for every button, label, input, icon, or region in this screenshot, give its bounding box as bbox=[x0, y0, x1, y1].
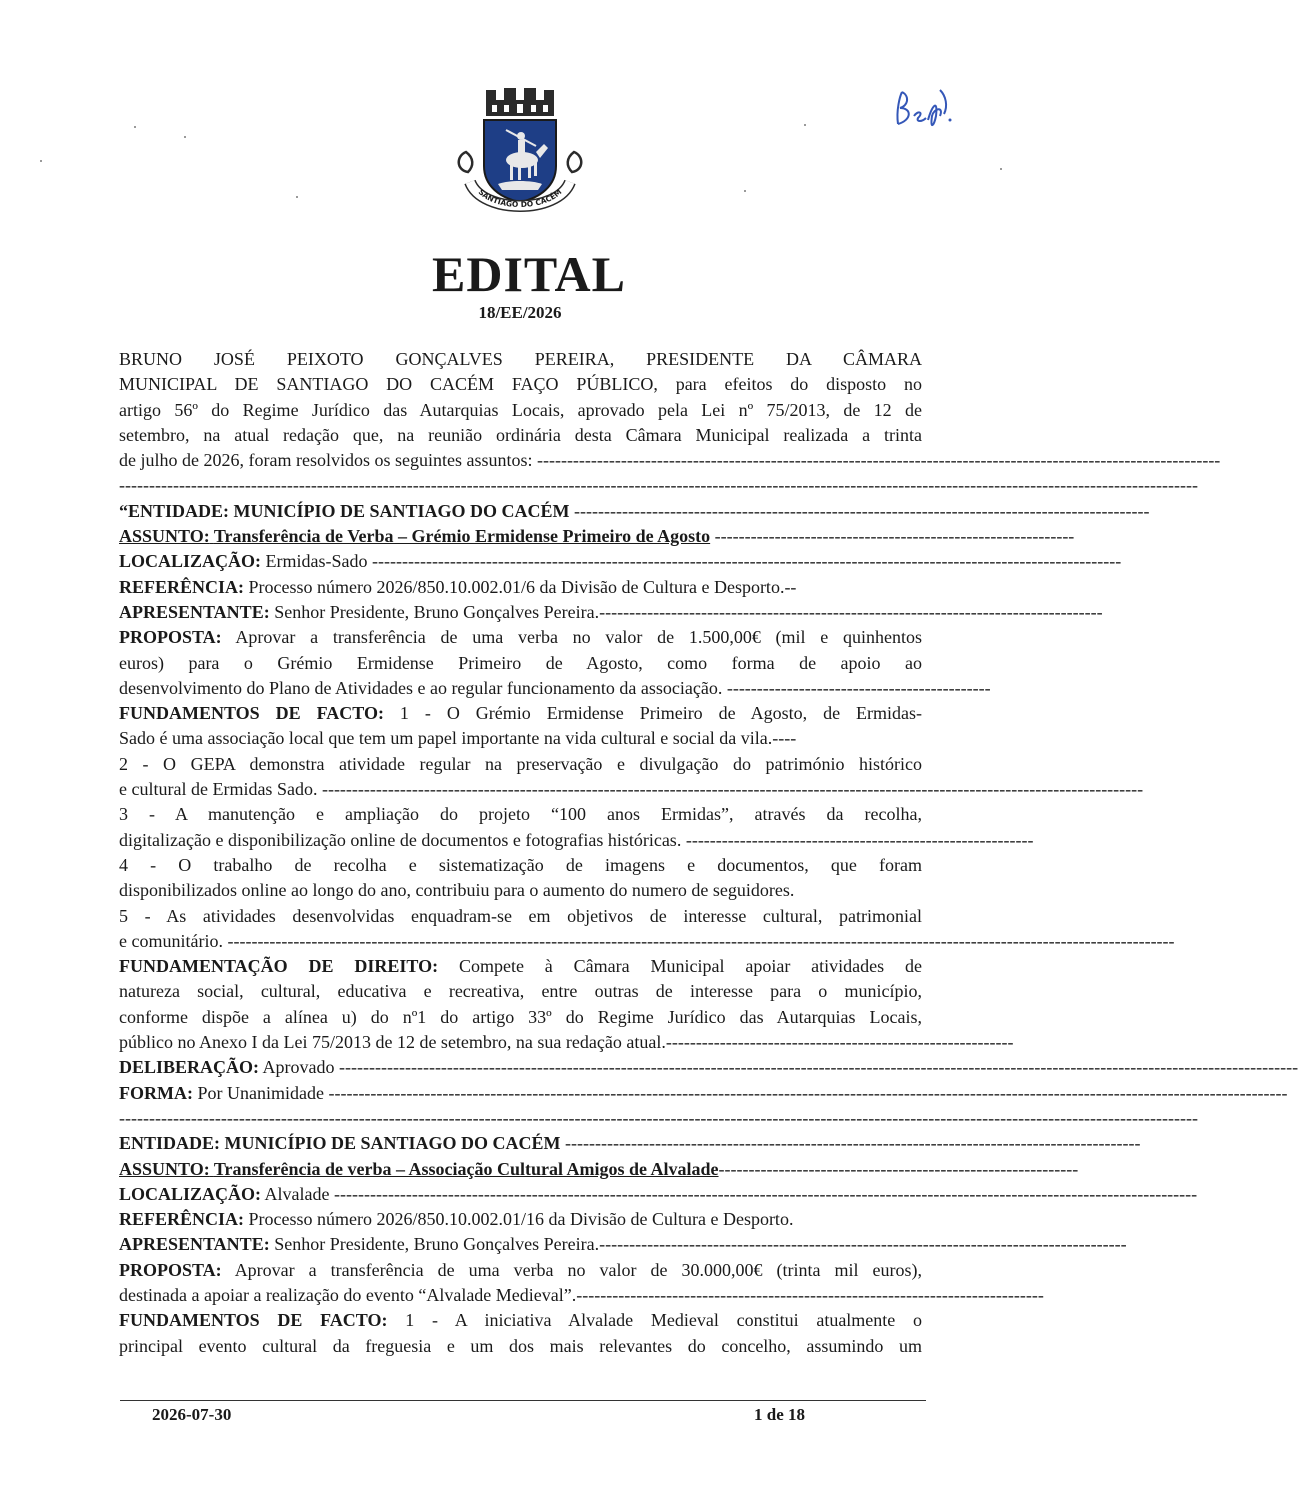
dash-separator: ------------------------------------------------------------------------------------------------------------------------------------------------------------------------------------ bbox=[119, 1107, 1198, 1128]
direito-line: conforme dispõe a alínea u) do nº1 do artigo 33º do Regime Jurídico das Autarquias Locais, bbox=[119, 1006, 922, 1027]
scan-speck bbox=[804, 124, 806, 126]
scan-speck bbox=[40, 160, 42, 162]
fundamentos-line: principal evento cultural da freguesia e um dos mais relevantes do concelho, assumindo um bbox=[119, 1335, 922, 1356]
scan-speck bbox=[184, 136, 186, 138]
intro-line: BRUNO JOSÉ PEIXOTO GONÇALVES PEREIRA, PRESIDENTE DA CÂMARA bbox=[119, 349, 922, 369]
fundamentos-line: FUNDAMENTOS DE FACTO: 1 - O Grémio Ermidense Primeiro de Agosto, de Ermidas- bbox=[119, 703, 923, 724]
fundamentos-line: 5 - As atividades desenvolvidas enquadram-se em objetivos de interesse cultural, patrimonial bbox=[119, 905, 922, 926]
proposta-line: desenvolvimento do Plano de Atividades e ao regular funcionamento da associação. -------------------------------------------- bbox=[119, 677, 991, 698]
intro-line: setembro, na atual redação que, na reunião ordinária desta Câmara Municipal realizada a trinta bbox=[119, 424, 922, 445]
direito-line: público no Anexo I da Lei 75/2013 de 12 de setembro, na sua redação atual.---------------------------------------------------------- bbox=[119, 1032, 1014, 1053]
fundamentos-line: e comunitário. -------------------------------------------------------------------------------------------------------------------------------------------------------------- bbox=[119, 930, 1175, 951]
handwritten-initials bbox=[888, 86, 958, 136]
document-body bbox=[119, 347, 1298, 1359]
fundamentos-line: e cultural de Ermidas Sado. ----------------------------------------------------------------------------------------------------------------------------------------- bbox=[119, 779, 1144, 800]
apresentante-line: APRESENTANTE: Senhor Presidente, Bruno Gonçalves Pereira.---------------------------------------------------------------------------------------- bbox=[119, 1234, 1127, 1255]
footer-date: 2026-07-30 bbox=[152, 1405, 232, 1424]
direito-line: FUNDAMENTAÇÃO DE DIREITO: Compete à Câmara Municipal apoiar atividades de bbox=[119, 956, 922, 977]
fundamentos-line: Sado é uma associação local que tem um papel importante na vida cultural e social da vila.---- bbox=[119, 728, 797, 749]
scan-speck bbox=[1000, 168, 1002, 170]
deliberacao-line: DELIBERAÇÃO: Aprovado ---------------------------------------------------------------------------------------------------------------------------------------------------------------- bbox=[119, 1057, 1298, 1078]
localizacao-line: LOCALIZAÇÃO: Alvalade ------------------------------------------------------------------------------------------------------------------------------------------------ bbox=[119, 1183, 1198, 1204]
referencia-line: REFERÊNCIA: Processo número 2026/850.10.002.01/16 da Divisão de Cultura e Desporto. bbox=[119, 1209, 794, 1230]
entidade-line: ENTIDADE: MUNICÍPIO DE SANTIAGO DO CACÉM ------------------------------------------------------------------------------------------------ bbox=[119, 1133, 1141, 1154]
document-number: 18/EE/2026 bbox=[478, 303, 562, 322]
intro-line: de julho de 2026, foram resolvidos os seguintes assuntos: ------------------------------------------------------------------------------------------------------------------ bbox=[119, 450, 1221, 471]
scan-speck bbox=[744, 190, 746, 192]
assunto-line: ASSUNTO: Transferência de Verba – Grémio Ermidense Primeiro de Agosto ------------------------------------------------------------ bbox=[119, 526, 1075, 547]
footer-divider bbox=[120, 1400, 926, 1401]
proposta-line: destinada a apoiar a realização do evento “Alvalade Medieval”.------------------------------------------------------------------------------ bbox=[119, 1284, 1044, 1305]
fundamentos-line: 2 - O GEPA demonstra atividade regular na preservação e divulgação do património histórico bbox=[119, 753, 922, 774]
proposta-line: PROPOSTA: Aprovar a transferência de uma verba no valor de 30.000,00€ (trinta mil euros), bbox=[119, 1259, 922, 1280]
seal-text: SANTIAGO DO CACÉM bbox=[476, 187, 564, 210]
document-title: EDITAL bbox=[431, 246, 626, 302]
dash-separator: ------------------------------------------------------------------------------------------------------------------------------------------------------------------------------------ bbox=[119, 475, 1198, 496]
scan-speck bbox=[296, 196, 298, 198]
municipal-coat-of-arms bbox=[452, 86, 588, 226]
apresentante-line: APRESENTANTE: Senhor Presidente, Bruno Gonçalves Pereira.------------------------------------------------------------------------------------ bbox=[119, 601, 1103, 622]
direito-line: natureza social, cultural, educativa e recreativa, entre outras de interesse para o município, bbox=[119, 981, 922, 1002]
localizacao-line: LOCALIZAÇÃO: Ermidas-Sado ----------------------------------------------------------------------------------------------------------------------------- bbox=[119, 551, 1122, 572]
referencia-line: REFERÊNCIA: Processo número 2026/850.10.002.01/6 da Divisão de Cultura e Desporto.-- bbox=[119, 576, 797, 597]
page-counter: 1 de 18 bbox=[754, 1405, 805, 1424]
forma-line: FORMA: Por Unanimidade ---------------------------------------------------------------------------------------------------------------------------------------------------------------- bbox=[119, 1082, 1288, 1103]
fundamentos-line: digitalização e disponibilização online de documentos e fotografias históricas. ---------------------------------------------------------- bbox=[119, 829, 1034, 850]
intro-line: artigo 56º do Regime Jurídico das Autarquias Locais, aprovado pela Lei nº 75/2013, de 12 de bbox=[119, 399, 922, 420]
fundamentos-line: FUNDAMENTOS DE FACTO: 1 - A iniciativa Alvalade Medieval constitui atualmente o bbox=[119, 1310, 923, 1331]
intro-line: MUNICIPAL DE SANTIAGO DO CACÉM FAÇO PÚBLICO, para efeitos do disposto no bbox=[119, 374, 922, 395]
scan-speck bbox=[134, 126, 136, 128]
entidade-line: “ENTIDADE: MUNICÍPIO DE SANTIAGO DO CACÉM ------------------------------------------------------------------------------------------------ bbox=[119, 500, 1150, 521]
fundamentos-line: 3 - A manutenção e ampliação do projeto “100 anos Ermidas”, através da recolha, bbox=[119, 804, 922, 825]
fundamentos-line: disponibilizados online ao longo do ano, contribuiu para o aumento do numero de seguidores. bbox=[119, 880, 795, 901]
assunto-line: ASSUNTO: Transferência de verba – Associação Cultural Amigos de Alvalade------------------------------------------------------------ bbox=[119, 1158, 1079, 1179]
proposta-line: PROPOSTA: Aprovar a transferência de uma verba no valor de 1.500,00€ (mil e quinhentos bbox=[119, 627, 923, 648]
fundamentos-line: 4 - O trabalho de recolha e sistematização de imagens e documentos, que foram bbox=[119, 854, 922, 875]
proposta-line: euros) para o Grémio Ermidense Primeiro de Agosto, como forma de apoio ao bbox=[119, 652, 922, 673]
